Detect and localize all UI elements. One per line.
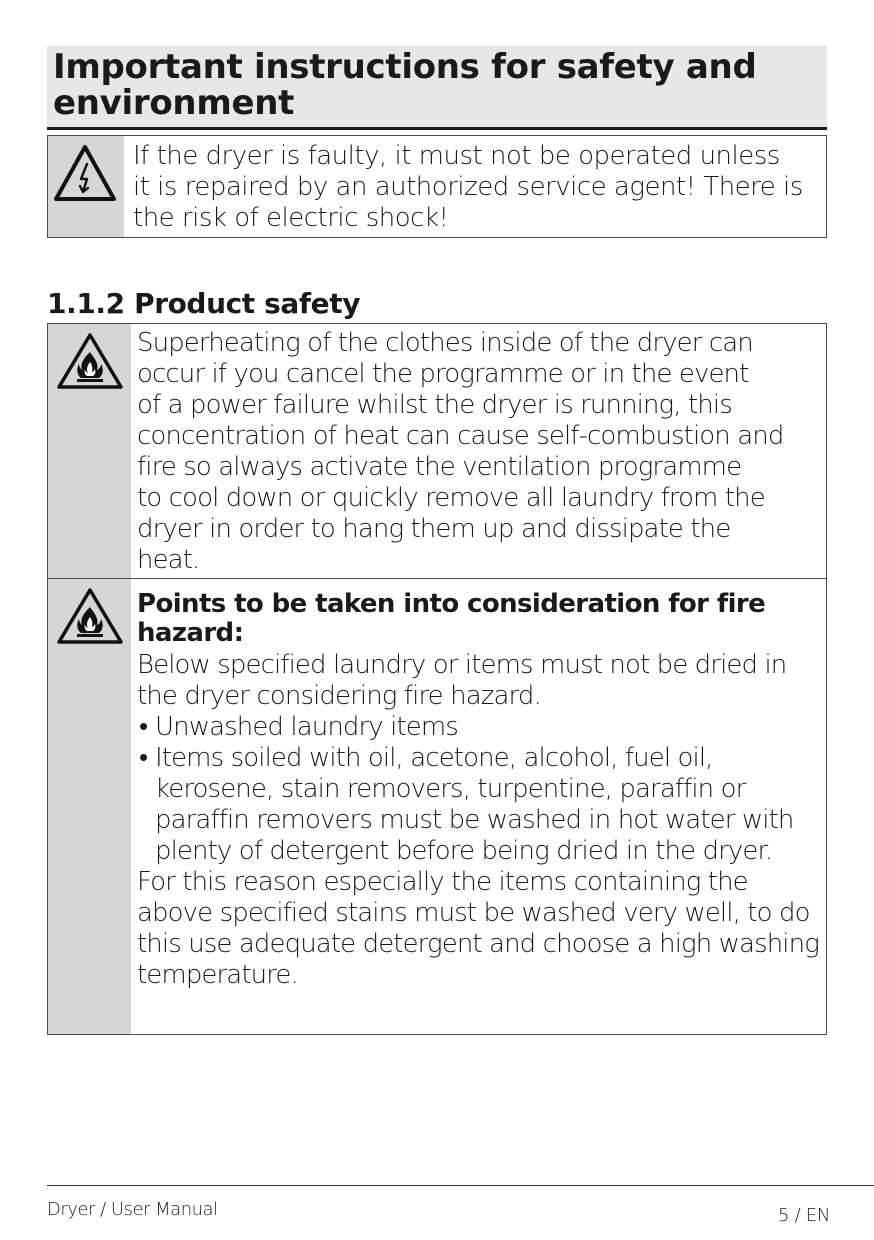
- fire-hazard-warning-box: [47, 578, 827, 1035]
- warning-line: Superheating of the clothes inside of the dryer can: [137, 328, 753, 358]
- bullet-icon: •: [139, 743, 148, 773]
- electric-shock-warning-box: [47, 135, 827, 238]
- fire-hazard-warning-icon: [56, 587, 124, 645]
- fire-hazard-warning-icon: [56, 332, 124, 390]
- warning-line: of a power failure whilst the dryer is running, this: [137, 390, 732, 420]
- warning-line: fire so always activate the ventilation programme: [137, 452, 742, 482]
- fire-hazard-warning-text: [131, 579, 826, 1034]
- footer-divider: [47, 1185, 874, 1186]
- warning-line: to cool down or quickly remove all laundry from the: [137, 483, 765, 513]
- fire-hazard-intro: Below specified laundry or items must not be dried in the dryer considering fire hazard.: [137, 650, 787, 711]
- list-item: [137, 712, 826, 743]
- fire-hazard-closing: For this reason especially the items containing the above specified stains must be washed very well, to do this use adequate detergent and choose a high washing temperature.: [137, 867, 819, 990]
- footer-document-title: Dryer / User Manual: [47, 1199, 218, 1220]
- fire-hazard-title: Points to be taken into consideration for fire hazard:: [137, 589, 766, 648]
- product-safety-heading: 1.1.2 Product safety: [47, 287, 361, 320]
- electric-shock-warning-text: [124, 136, 826, 237]
- section-header: [47, 46, 827, 130]
- warning-line: the risk of electric shock!: [133, 203, 449, 233]
- warning-icon-column: [48, 324, 131, 578]
- warning-line: occur if you cancel the programme or in the event: [137, 359, 749, 389]
- warning-line: concentration of heat can cause self-combustion and: [137, 421, 784, 451]
- warning-icon-column: [48, 579, 131, 1034]
- fire-hazard-bullet-list: [137, 712, 826, 867]
- section-title: Important instructions for safety and environment: [53, 47, 757, 123]
- warning-line: dryer in order to hang them up and dissipate the: [137, 514, 731, 544]
- list-item-text: Items soiled with oil, acetone, alcohol, fuel oil, kerosene, stain removers, turpentine, paraffin or paraffin removers must be washed in hot water with plenty of detergent before being dried in the dryer.: [155, 743, 794, 866]
- superheating-warning-text: [131, 324, 826, 578]
- footer-page-number: 5 / EN: [778, 1205, 830, 1226]
- superheating-warning-box: [47, 323, 827, 579]
- warning-line: it is repaired by an authorized service agent! There is: [133, 172, 803, 202]
- list-item-text: Unwashed laundry items: [155, 712, 458, 742]
- bullet-icon: •: [139, 712, 148, 742]
- warning-line: If the dryer is faulty, it must not be operated unless: [133, 141, 780, 171]
- list-item: [137, 743, 826, 867]
- electric-shock-warning-icon: [53, 144, 117, 202]
- warning-line: heat.: [137, 545, 200, 575]
- warning-icon-column: [48, 136, 124, 237]
